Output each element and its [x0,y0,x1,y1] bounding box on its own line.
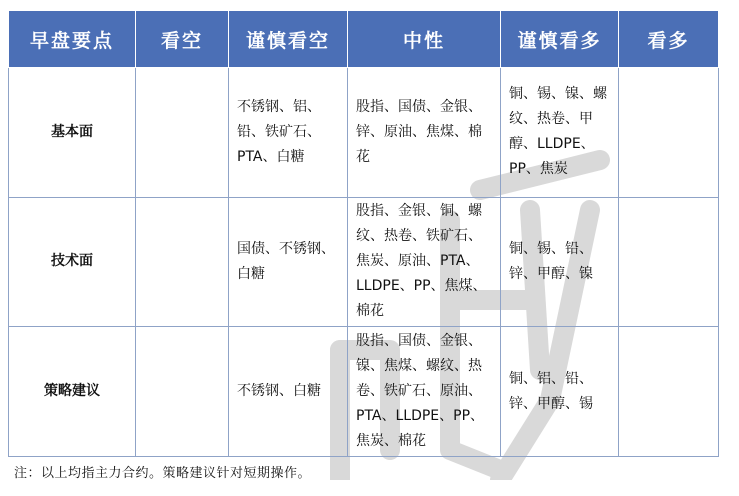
market-outlook-table [8,10,719,457]
table-row [9,197,719,327]
cell-cautious-bearish: 不锈钢、铝、铅、铁矿石、PTA、白糖 [229,68,348,198]
row-label-fundamentals: 基本面 [9,68,136,198]
header-bullish: 看多 [619,11,719,68]
header-key-points: 早盘要点 [9,11,136,68]
row-label-technicals: 技术面 [9,197,136,327]
cell-bearish [136,327,229,457]
cell-bearish [136,197,229,327]
header-cautious-bearish: 谨慎看空 [229,11,348,68]
cell-bullish [619,327,719,457]
cell-cautious-bullish: 铜、锡、镍、螺纹、热卷、甲醇、LLDPE、PP、焦炭 [501,68,619,198]
cell-cautious-bearish: 国债、不锈钢、白糖 [229,197,348,327]
table-header-row [9,11,719,68]
cell-neutral: 股指、国债、金银、镍、焦煤、螺纹、热卷、铁矿石、原油、PTA、LLDPE、PP、焦炭、棉花 [348,327,501,457]
cell-bullish [619,197,719,327]
header-neutral: 中性 [348,11,501,68]
cell-cautious-bearish: 不锈钢、白糖 [229,327,348,457]
header-bearish: 看空 [136,11,229,68]
table-row [9,327,719,457]
footnote: 注：以上均指主力合约。策略建议针对短期操作。 [14,466,312,481]
table-row [9,68,719,198]
cell-bullish [619,68,719,198]
header-cautious-bullish: 谨慎看多 [501,11,619,68]
cell-cautious-bullish: 铜、铝、铅、锌、甲醇、锡 [501,327,619,457]
cell-cautious-bullish: 铜、锡、铅、锌、甲醇、镍 [501,197,619,327]
cell-neutral: 股指、金银、铜、螺纹、热卷、铁矿石、焦炭、原油、PTA、LLDPE、PP、焦煤、棉花 [348,197,501,327]
row-label-strategy: 策略建议 [9,327,136,457]
cell-neutral: 股指、国债、金银、锌、原油、焦煤、棉花 [348,68,501,198]
cell-bearish [136,68,229,198]
